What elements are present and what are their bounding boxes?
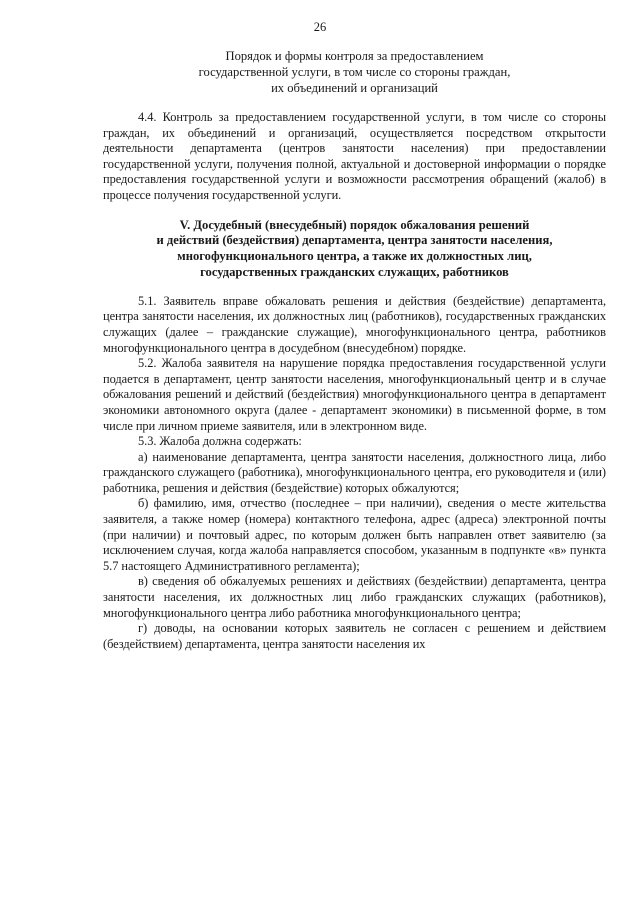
paragraph-5-1: 5.1. Заявитель вправе обжаловать решения и действия (бездействие) департамента, центра занятости населения, их должностных лиц (работников), государственных гражданских служащих (далее – гражданские служащие), многофункционального центра, работников многофункционального центра в досудебном (внесудебном) порядке. — [103, 293, 606, 355]
section-iv-heading — [103, 48, 606, 96]
paragraph-5-2: 5.2. Жалоба заявителя на нарушение порядка предоставления государственной услуги подается в департамент, центр занятости населения, многофункциональный центр и в случае обжалования решений и действий (бездействия) многофункционального центра в департамент экономики автономного округа (далее - департамент экономики) в письменной форме, в том числе при личном приеме заявителя, или в электронном виде. — [103, 356, 606, 433]
paragraph-5-3-v: в) сведения об обжалуемых решениях и действиях (бездействии) департамента, центра занятости населения, их должностных лиц либо гражданских служащих (работников), многофункционального центра либо работника многофункционального центра; — [103, 574, 606, 620]
page-content — [103, 48, 606, 652]
heading-line: государственной услуги, в том числе со стороны граждан, — [198, 65, 511, 79]
section-v-heading — [103, 218, 606, 281]
heading-line: государственных гражданских служащих, работников — [200, 264, 509, 279]
page-number: 26 — [313, 20, 327, 34]
paragraph-5-3-a: а) наименование департамента, центра занятости населения, должностного лица, либо гражданского служащего (работника), многофункционального центра, его руководителя и (или) работника, решения и действия (бездействие) которых обжалуются; — [103, 449, 606, 495]
heading-line: V. Досудебный (внесудебный) порядок обжалования решений — [179, 217, 530, 232]
paragraph-5-3: 5.3. Жалоба должна содержать: — [138, 434, 302, 449]
heading-line: их объединений и организаций — [271, 81, 438, 95]
heading-line: Порядок и формы контроля за предоставлением — [225, 49, 484, 63]
paragraph-4-4: 4.4. Контроль за предоставлением государственной услуги, в том числе со стороны граждан, их объединений и организаций, осуществляется посредством открытости деятельности департамента (центров занятости населения) при предоставлении государственной услуги, получения полной, актуальной и достоверной информации о порядке предоставления государственной услуги и возможности рассмотрения обращений (жалоб) в процессе получения государственной услуги. — [103, 110, 606, 202]
heading-line: многофункционального центра, а также их должностных лиц, — [177, 249, 532, 264]
paragraph-5-3-g: г) доводы, на основании которых заявитель не согласен с решением и действием (бездействием) департамента, центра занятости населения их — [103, 621, 606, 651]
paragraph-5-3-b: б) фамилию, имя, отчество (последнее – при наличии), сведения о месте жительства заявителя, а также номер (номера) контактного телефона, адрес (адреса) электронной почты (при наличии) и почтовый адрес, по которым должен быть направлен ответ заявителю (за исключением случая, когда жалоба направляется способом, указанным в подпункте «в» пункта 5.7 настоящего Административного регламента); — [103, 496, 606, 573]
heading-line: и действий (бездействия) департамента, центра занятости населения, — [156, 233, 553, 248]
